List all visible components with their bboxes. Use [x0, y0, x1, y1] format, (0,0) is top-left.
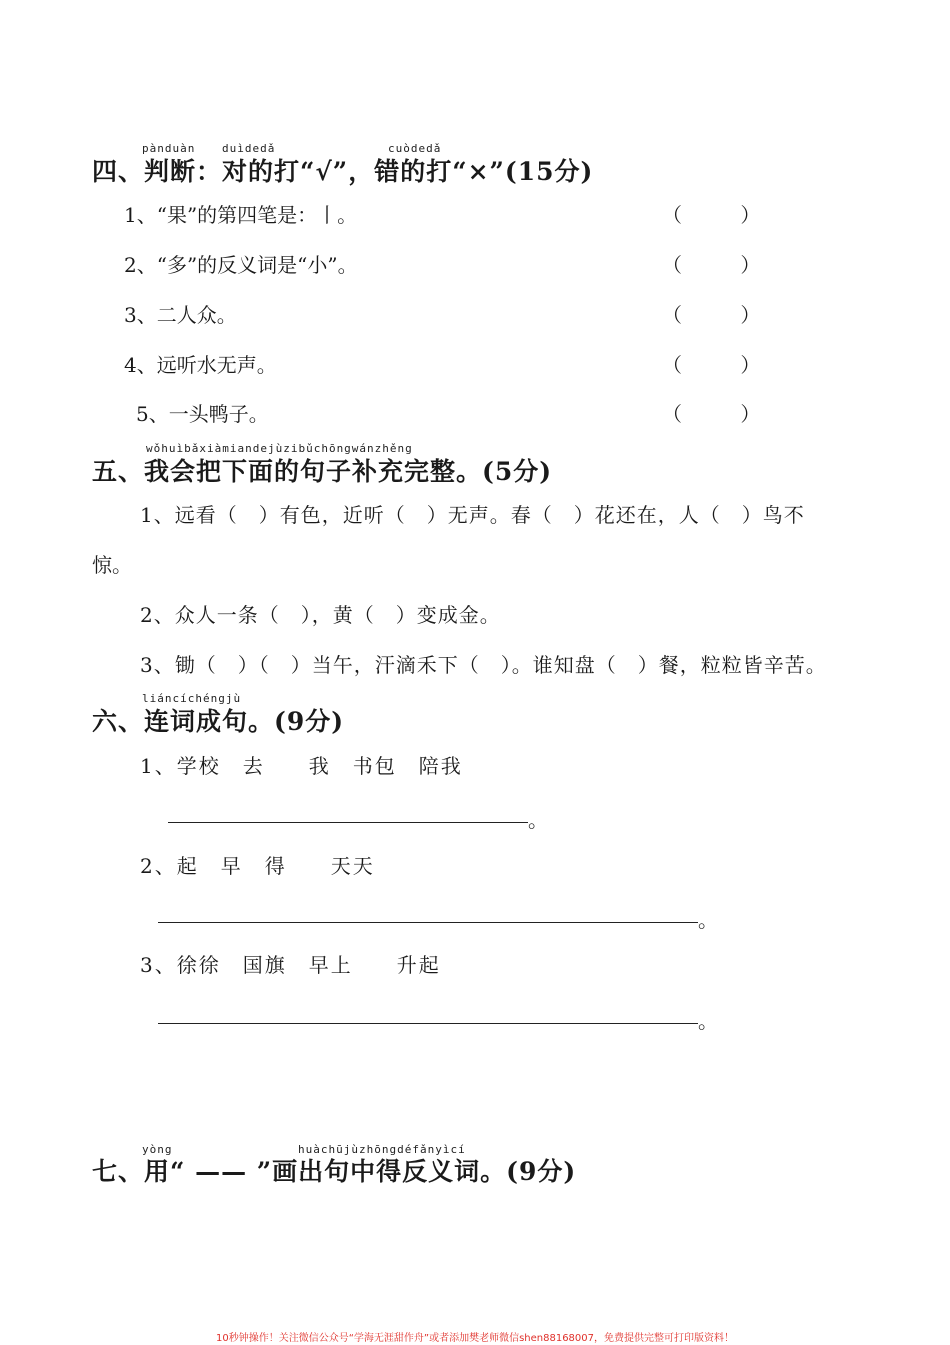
- judge-item-2: 2、“多”的反义词是“小”。: [124, 253, 358, 277]
- pinyin-section5: wǒhuìbǎxiàmiandejùzibǔchōngwánzhěng: [146, 442, 413, 455]
- answer-period-2: 。: [698, 908, 718, 932]
- judge-item-3: 3、二人众。: [124, 303, 237, 327]
- pinyin-section6: liáncíchéngjù: [142, 692, 242, 705]
- pinyin-section7: huàchūjùzhōngdéfǎnyìcí: [298, 1143, 466, 1156]
- fill-line-1-cont: 惊。: [92, 553, 132, 577]
- answer-line-3[interactable]: [158, 1023, 698, 1024]
- pinyin-cuodeda: cuòdedǎ: [388, 142, 442, 155]
- sentence-question-2: 2、起 早 得 天天: [140, 854, 375, 878]
- sentence-question-3: 3、徐徐 国旗 早上 升起: [140, 953, 441, 977]
- judge-blank-1[interactable]: （ ）: [662, 203, 787, 227]
- section4-heading: 四、判断：对的打“√”，错的打“×”(15分): [92, 157, 594, 186]
- judge-blank-5[interactable]: （ ）: [662, 402, 787, 426]
- judge-blank-3[interactable]: （ ）: [662, 303, 787, 327]
- answer-period-3: 。: [698, 1009, 718, 1033]
- judge-item-5: 5、一头鸭子。: [136, 402, 269, 426]
- fill-line-3: 3、锄（ ）（ ）当午，汗滴禾下（ ）。谁知盘（ ）餐，粒粒皆辛苦。: [140, 653, 827, 677]
- judge-item-4: 4、远听水无声。: [124, 353, 277, 377]
- sentence-question-1: 1、学校 去 我 书包 陪我: [140, 754, 463, 778]
- fill-line-2: 2、众人一条（ ），黄（ ）变成金。: [140, 603, 501, 627]
- pinyin-panduan: pànduàn: [142, 142, 196, 155]
- fill-line-1: 1、远看（ ）有色，近听（ ）无声。春（ ）花还在，人（ ）鸟不: [140, 503, 805, 527]
- answer-line-2[interactable]: [158, 922, 698, 923]
- pinyin-yong: yòng: [142, 1143, 173, 1156]
- judge-blank-4[interactable]: （ ）: [662, 353, 787, 377]
- section5-heading: 五、我会把下面的句子补充完整。(5分): [92, 457, 553, 486]
- section7-heading: 七、用“ —— ”画出句中得反义词。(9分): [92, 1157, 577, 1186]
- answer-period-1: 。: [528, 808, 548, 832]
- section6-heading: 六、连词成句。(9分): [92, 707, 345, 736]
- judge-item-1: 1、“果”的第四笔是：丨。: [124, 203, 358, 227]
- promo-footer: 10秒钟操作！关注微信公众号“学海无涯甜作舟”或者添加樊老师微信shen88168007，免费提供完整可打印版资料！: [215, 1333, 735, 1344]
- judge-blank-2[interactable]: （ ）: [662, 253, 787, 277]
- answer-line-1[interactable]: [168, 822, 528, 823]
- pinyin-duidedá: duìdedǎ: [222, 142, 276, 155]
